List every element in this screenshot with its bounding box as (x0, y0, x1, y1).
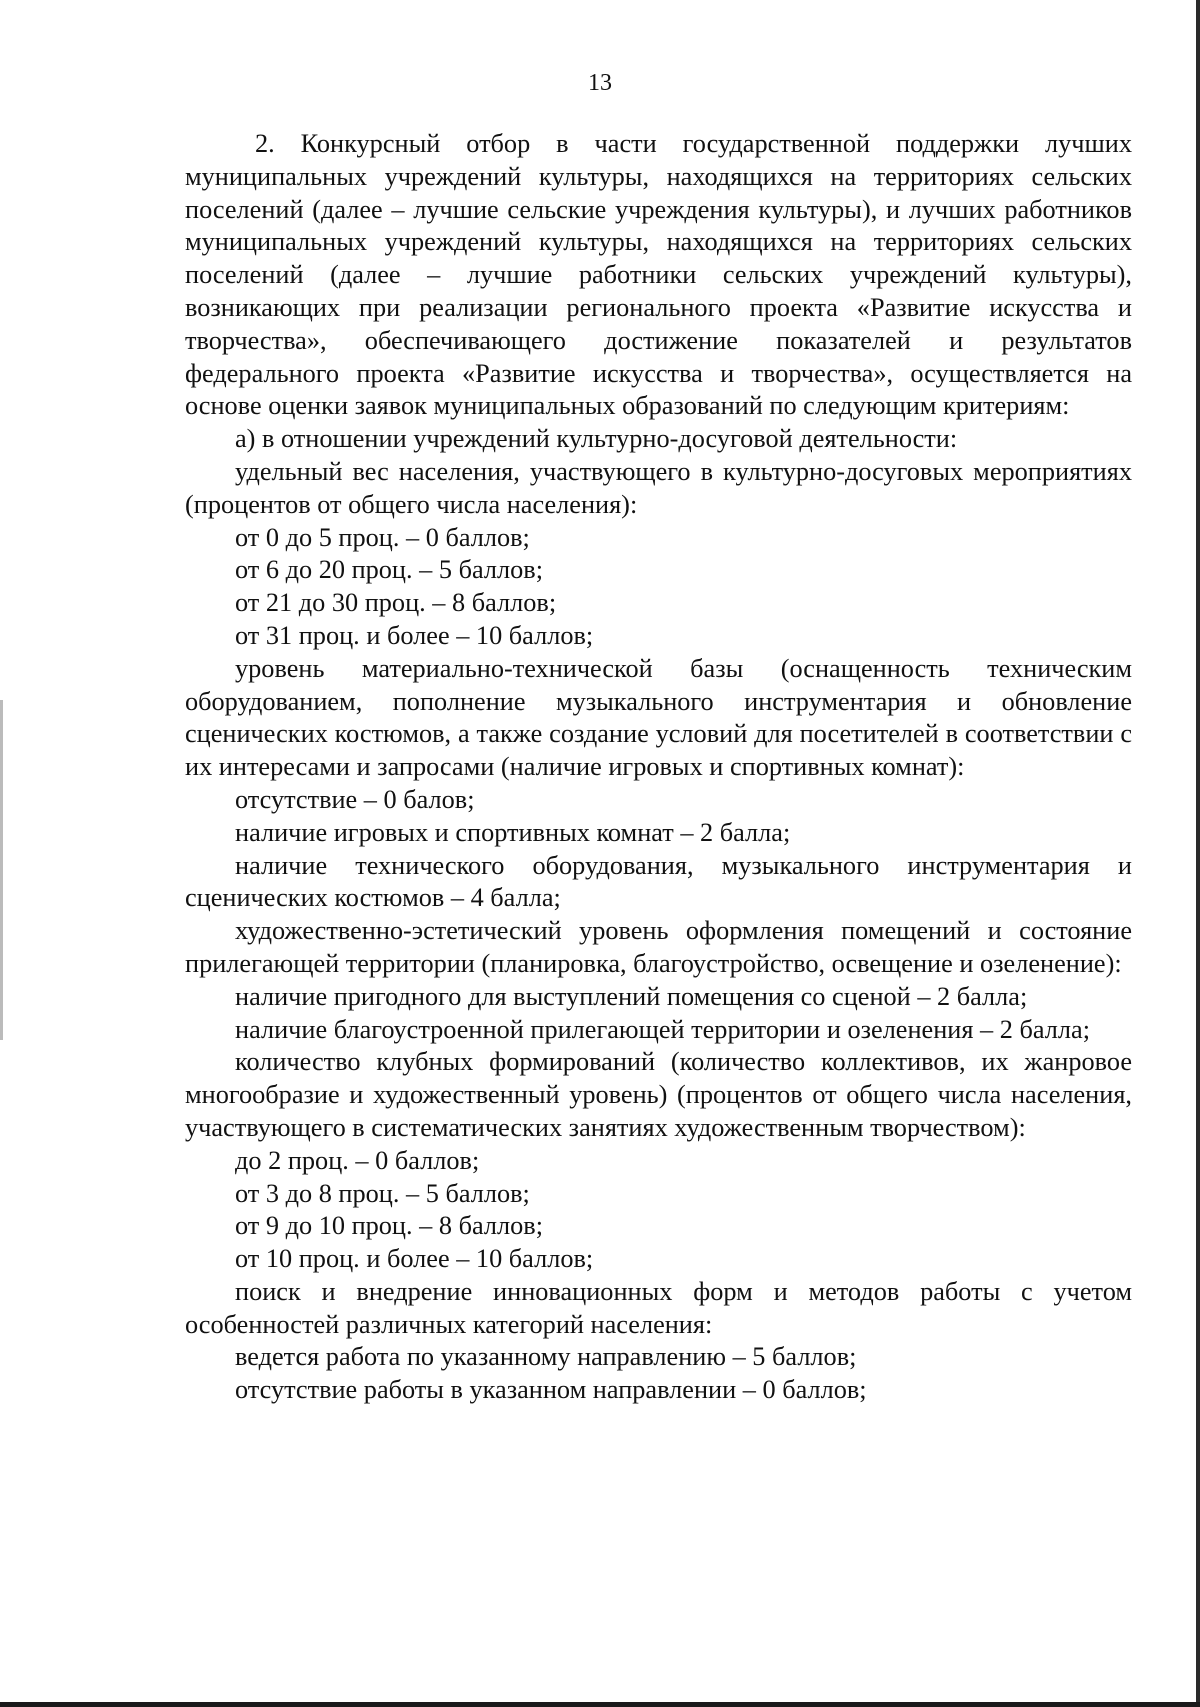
list-item: от 0 до 5 проц. – 0 баллов; (235, 522, 530, 552)
list-item: наличие игровых и спортивных комнат – 2 балла; (235, 817, 791, 847)
scan-edge-left (0, 700, 3, 1040)
paragraph: количество клубных формирований (количество коллективов, их жанровое многообразие и художественный уровень) (процентов от общего числа населения, участвующего в систематических занятиях художественным творчеством): (185, 1047, 1132, 1142)
paragraph: поиск и внедрение инновационных форм и методов работы с учетом особенностей различных категорий населения: (185, 1276, 1132, 1339)
list-item: отсутствие работы в указанном направлении – 0 баллов; (235, 1375, 867, 1405)
scan-edge-right (1196, 0, 1200, 1707)
list-item: от 6 до 20 проц. – 5 баллов; (235, 555, 543, 585)
paragraph: удельный вес населения, участвующего в культурно-досуговых мероприятиях (процентов от общего числа населения): (185, 456, 1132, 519)
paragraph: уровень материально-технической базы (оснащенность техническим оборудованием, пополнение музыкального инструментария и обновление сценических костюмов, а также создание условий для посетителей в соответствии с их интересами и запросами (наличие игровых и спортивных комнат): (185, 653, 1132, 782)
list-item: от 3 до 8 проц. – 5 баллов; (235, 1178, 530, 1208)
list-item: от 10 проц. и более – 10 баллов; (235, 1244, 594, 1274)
list-item: наличие пригодного для выступлений помещения со сценой – 2 балла; (235, 981, 1028, 1011)
list-item: отсутствие – 0 балов; (235, 784, 475, 814)
list-item: от 9 до 10 проц. – 8 баллов; (235, 1211, 543, 1241)
list-item: от 31 проц. и более – 10 баллов; (235, 620, 594, 650)
page-number: 13 (588, 70, 612, 96)
paragraph: художественно-эстетический уровень оформления помещений и состояние прилегающей территории (планировка, благоустройство, освещение и озеленение): (185, 916, 1132, 978)
scan-edge-bottom (0, 1702, 1200, 1707)
document-body (185, 128, 1132, 1407)
list-item: наличие технического оборудования, музыкального инструментария и сценических костюмов – 4 балла; (185, 850, 1132, 913)
list-item: до 2 проц. – 0 баллов; (235, 1145, 480, 1175)
list-item: от 21 до 30 проц. – 8 баллов; (235, 588, 557, 618)
list-item: наличие благоустроенной прилегающей территории и озеленения – 2 балла; (235, 1014, 1090, 1044)
paragraph: а) в отношении учреждений культурно-досуговой деятельности: (235, 424, 958, 454)
paragraph: 2. Конкурсный отбор в части государственной поддержки лучших муниципальных учреждений культуры, находящихся на территориях сельских поселений (далее – лучшие сельские учреждения культуры), и лучших работников муниципальных учреждений культуры, находящихся на территориях сельских поселений (далее – лучшие работники сельских учреждений культуры), возникающих при реализации регионального проекта «Развитие искусства и творчества», обеспечивающего достижение показателей и результатов федерального проекта «Развитие искусства и творчества», осуществляется на основе оценки заявок муниципальных образований по следующим критериям: (185, 129, 1132, 421)
list-item: ведется работа по указанному направлению – 5 баллов; (235, 1342, 857, 1372)
